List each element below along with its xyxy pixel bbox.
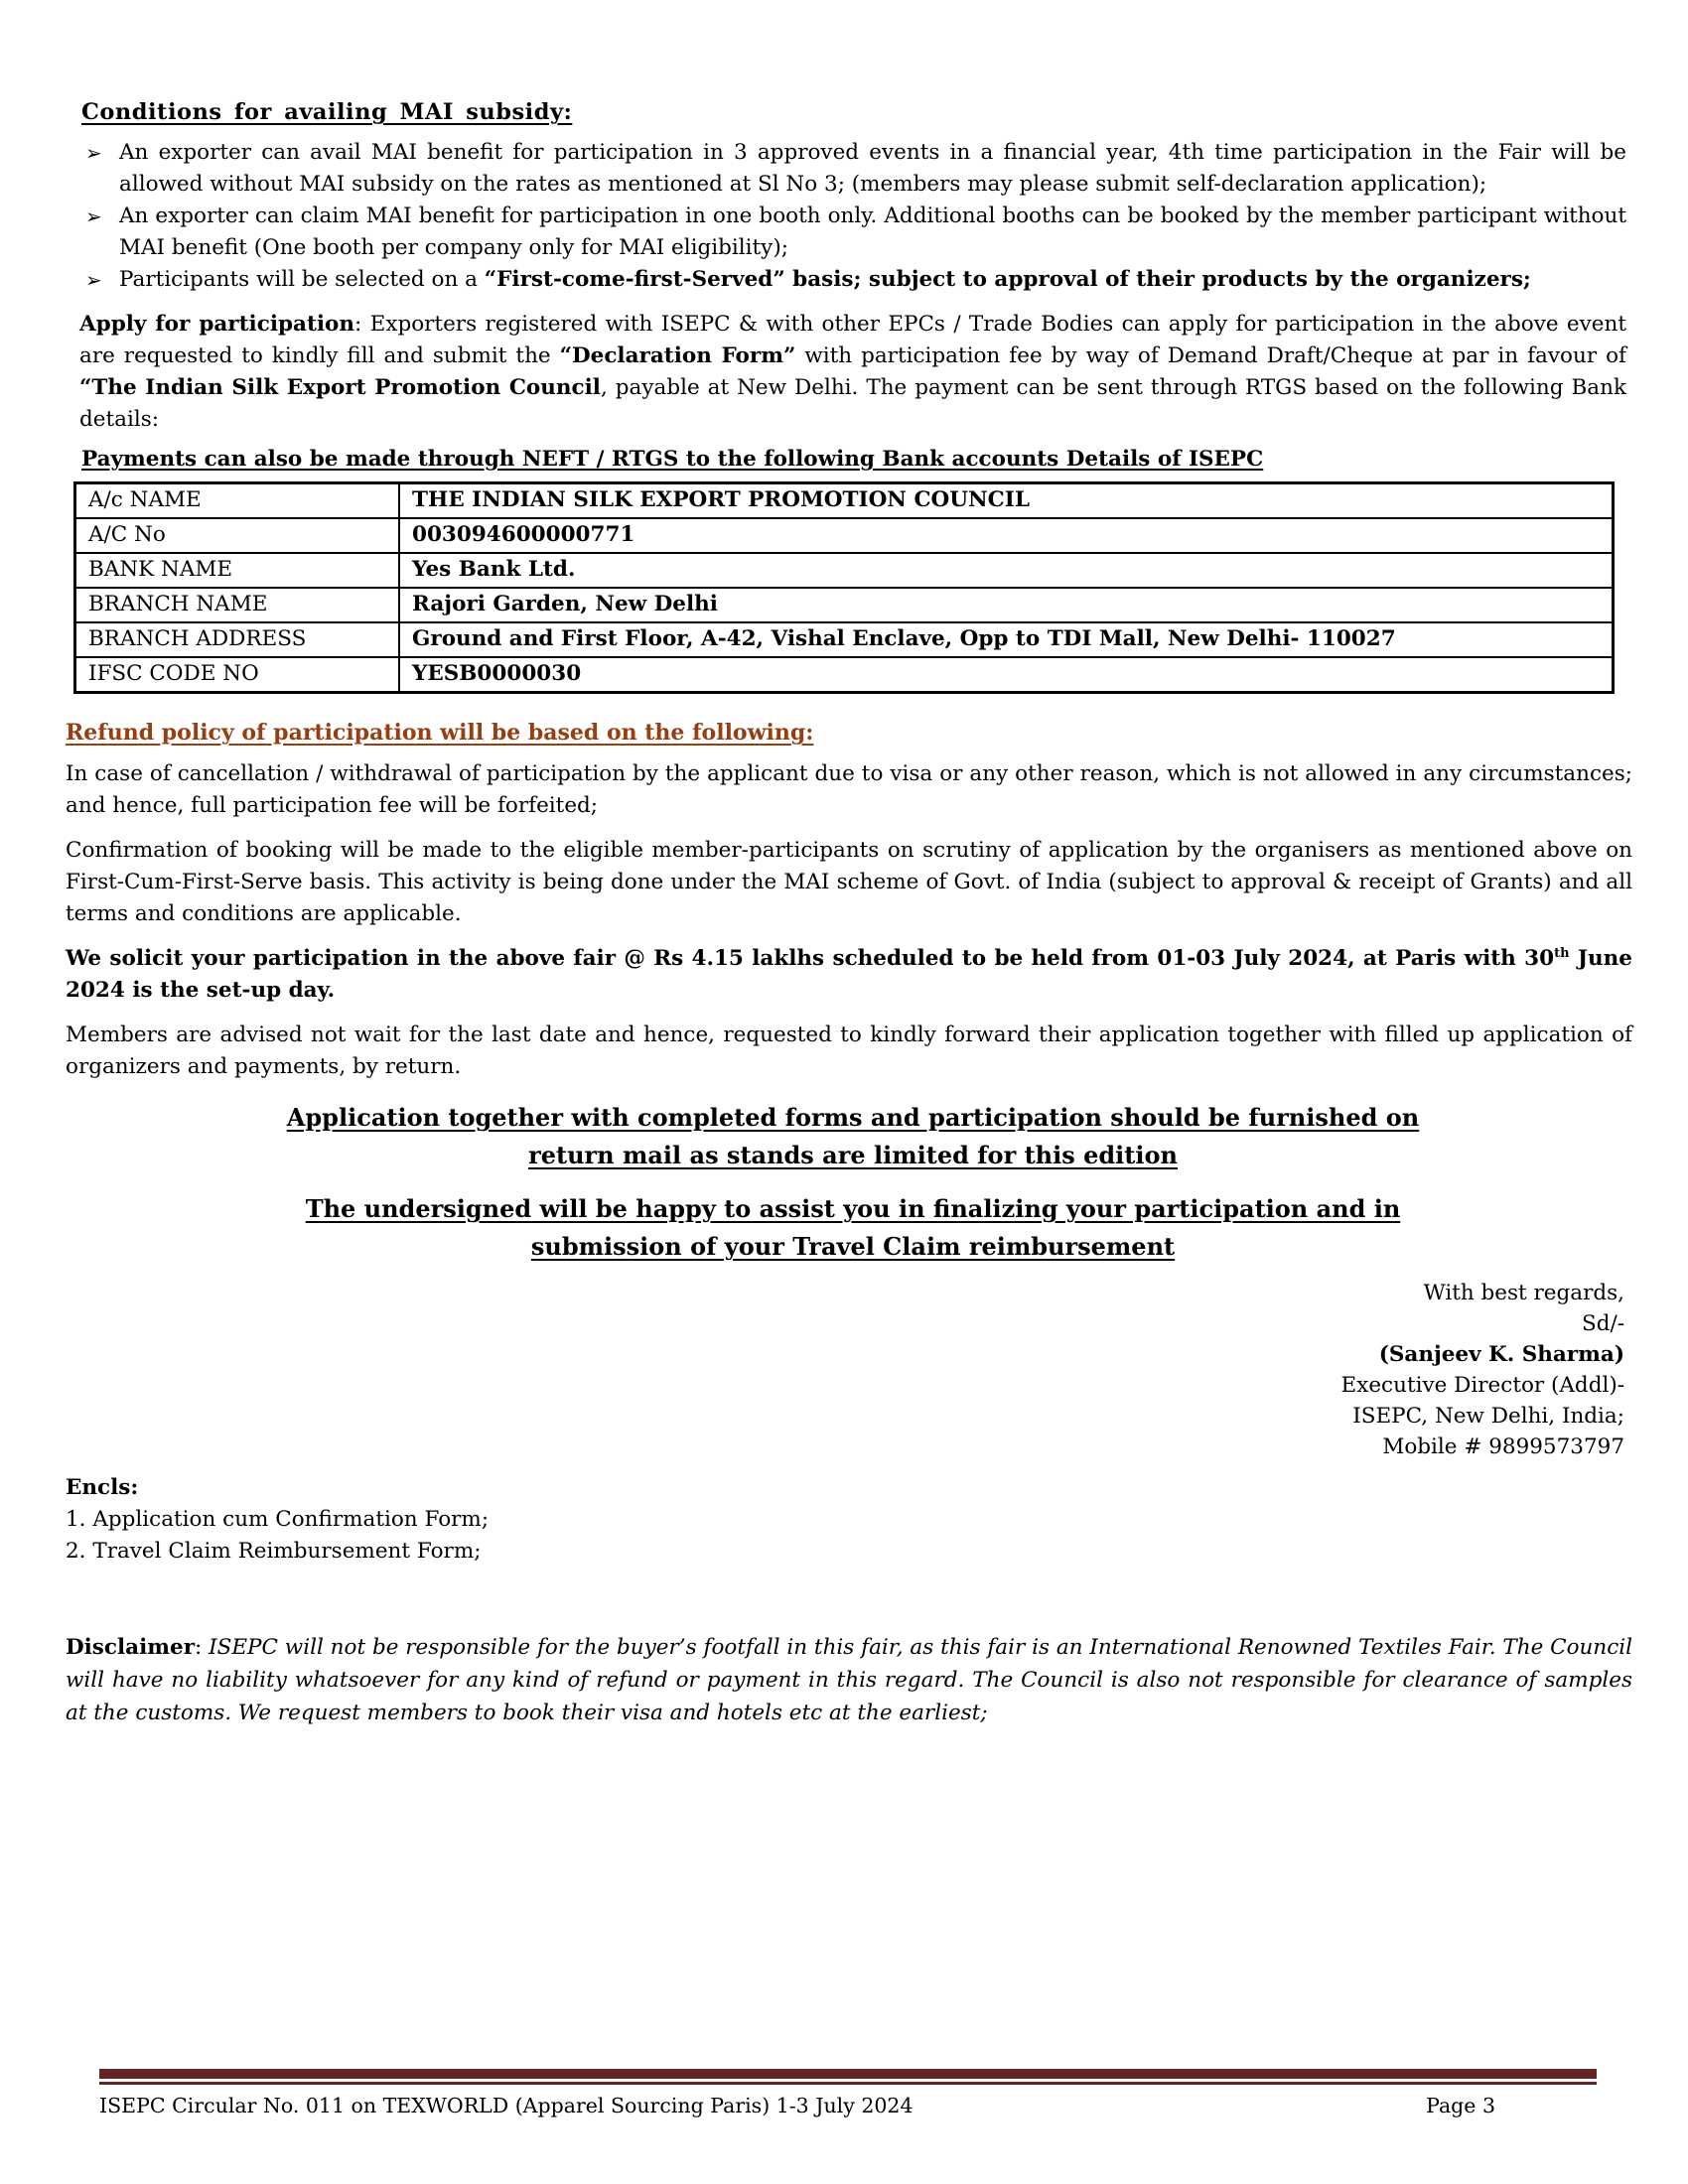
- apply-participation-paragraph: [79, 309, 1626, 436]
- apply-seg3: with participation fee by way of Demand Draft/Cheque at par in favour of: [795, 343, 1626, 368]
- bank-row-value: YESB0000030: [399, 657, 1614, 693]
- table-row: [75, 518, 1614, 553]
- bullet-item-1-text: An exporter can avail MAI benefit for participation in 3 approved events in a financial year, 4th time participation in the Fair will be allowed without MAI subsidy on the rates as mentioned at Sl No 3; (members may please submit self-declaration application);: [119, 140, 1626, 197]
- apply-declaration-form: “Declaration Form”: [559, 343, 796, 368]
- disclaimer-colon: :: [195, 1635, 210, 1660]
- signature-regards: With best regards,: [1423, 1281, 1624, 1305]
- footer-rule-thin: [99, 2082, 1597, 2085]
- bank-row-value: Ground and First Floor, A-42, Vishal Enclave, Opp to TDI Mall, New Delhi- 110027: [399, 622, 1614, 657]
- center-heading-undersigned-line1: The undersigned will be happy to assist you in finalizing your participation and in: [305, 1194, 1401, 1223]
- center-heading-undersigned-line2: submission of your Travel Claim reimbursement: [530, 1232, 1176, 1261]
- bank-row-value: Yes Bank Ltd.: [399, 553, 1614, 588]
- signature-org: ISEPC, New Delhi, India;: [1352, 1404, 1624, 1429]
- apply-council-name: “The Indian Silk Export Promotion Council: [79, 375, 601, 400]
- signature-name: (Sanjeev K. Sharma): [1378, 1342, 1624, 1367]
- arrow-bullet-icon: ➢: [85, 268, 102, 292]
- payments-neft-rtgs-line: Payments can also be made through NEFT / RTGS to the following Bank accounts Details of ISEPC: [81, 447, 1264, 472]
- solicit-seg1: We solicit your participation in the above fair @ Rs 4.15 laklhs scheduled to be held from 01-03 July 2024, at Paris with 30: [66, 946, 1555, 971]
- apply-seg5: , payable at New Delhi. The payment can be sent through RTGS based on the following Bank details:: [79, 375, 1626, 432]
- disclaimer-lead: Disclaimer: [66, 1635, 196, 1660]
- bank-row-label: A/c NAME: [75, 483, 400, 519]
- bullet-item-1: [79, 137, 1626, 201]
- bullet-item-2-text: An exporter can claim MAI benefit for participation in one booth only. Additional booths can be booked by the member participant without MAI benefit (One booth per company only for MAI eligibility);: [119, 204, 1626, 260]
- refund-paragraph-1: In case of cancellation / withdrawal of participation by the applicant due to visa or any other reason, which is not allowed in any circumstances; and hence, full participation fee will be forfeited;: [66, 761, 1632, 818]
- bank-row-label: BRANCH NAME: [75, 588, 400, 622]
- footer-circular-title: ISEPC Circular No. 011 on TEXWORLD (Apparel Sourcing Paris) 1-3 July 2024: [99, 2094, 914, 2117]
- solicit-ordinal-sup: th: [1554, 945, 1570, 961]
- enclosure-item-2: 2. Travel Claim Reimbursement Form;: [66, 1539, 482, 1564]
- solicit-seg2: June 2024 is the set-up day.: [66, 946, 1632, 1003]
- disclaimer-body: ISEPC will not be responsible for the buyer’s footfall in this fair, as this fair is an International Renowned Textiles Fair. The Council will have no liability whatsoever for any kind of refund or payment in this regard. The Council is also not responsible for clearance of samples at the customs. We request members to book their visa and hotels etc at the earliest;: [66, 1635, 1633, 1725]
- footer-text-row: [99, 2094, 1597, 2117]
- conditions-heading: Conditions for availing MAI subsidy:: [81, 99, 573, 125]
- center-heading-undersigned: [79, 1190, 1626, 1266]
- page-footer: [99, 2069, 1597, 2117]
- signature-mobile: Mobile # 9899573797: [1382, 1434, 1624, 1459]
- bullet-item-2: [79, 201, 1626, 264]
- bullet-item-3: [79, 264, 1626, 296]
- enclosures-heading: Encls:: [66, 1475, 139, 1500]
- bank-row-label: A/C No: [75, 518, 400, 553]
- bank-row-label: IFSC CODE NO: [75, 657, 400, 693]
- signature-sd: Sd/-: [1582, 1311, 1624, 1336]
- conditions-bullet-list: [79, 137, 1626, 296]
- center-heading-application-line1: Application together with completed forms and participation should be furnished on: [286, 1103, 1420, 1132]
- refund-policy-heading: Refund policy of participation will be based on the following:: [66, 720, 814, 746]
- disclaimer-paragraph: [66, 1631, 1632, 1729]
- bank-row-value: THE INDIAN SILK EXPORT PROMOTION COUNCIL: [399, 483, 1614, 519]
- bullet-item-3-text: Participants will be selected on a: [119, 267, 485, 292]
- bank-row-label: BANK NAME: [75, 553, 400, 588]
- bank-details-table: [73, 481, 1615, 694]
- bank-row-label: BRANCH ADDRESS: [75, 622, 400, 657]
- enclosures-block: [66, 1472, 1626, 1568]
- center-heading-application-line2: return mail as stands are limited for this edition: [528, 1141, 1178, 1169]
- signature-block: [79, 1278, 1624, 1462]
- table-row: [75, 483, 1614, 519]
- arrow-bullet-icon: ➢: [85, 141, 102, 165]
- apply-seg1: : Exporters registered with ISEPC & with other EPCs / Trade Bodies can apply for participation in the above event are requested to kindly fill and submit the: [79, 312, 1627, 368]
- solicit-participation-paragraph: [66, 943, 1632, 1007]
- bank-row-value: 003094600000771: [399, 518, 1614, 553]
- bank-row-value: Rajori Garden, New Delhi: [399, 588, 1614, 622]
- arrow-bullet-icon: ➢: [85, 205, 102, 228]
- center-heading-application: [79, 1099, 1626, 1174]
- table-row: [75, 657, 1614, 693]
- table-row: [75, 553, 1614, 588]
- bullet-item-3-bold-text: “First-come-first-Served” basis; subject to approval of their products by the organizers;: [484, 267, 1531, 292]
- table-row: [75, 622, 1614, 657]
- table-row: [75, 588, 1614, 622]
- signature-title: Executive Director (Addl)-: [1340, 1373, 1624, 1398]
- footer-page-number: Page 3: [1426, 2094, 1495, 2117]
- apply-lead: Apply for participation: [79, 312, 355, 337]
- enclosure-item-1: 1. Application cum Confirmation Form;: [66, 1507, 490, 1532]
- members-advised-paragraph: Members are advised not wait for the last date and hence, requested to kindly forward their application together with filled up application of organizers and payments, by return.: [66, 1023, 1632, 1079]
- footer-rule-thick: [99, 2069, 1597, 2079]
- refund-paragraph-2: Confirmation of booking will be made to the eligible member-participants on scrutiny of application by the organisers as mentioned above on First-Cum-First-Serve basis. This activity is being done under the MAI scheme of Govt. of India (subject to approval & receipt of Grants) and all terms and conditions are applicable.: [66, 838, 1632, 926]
